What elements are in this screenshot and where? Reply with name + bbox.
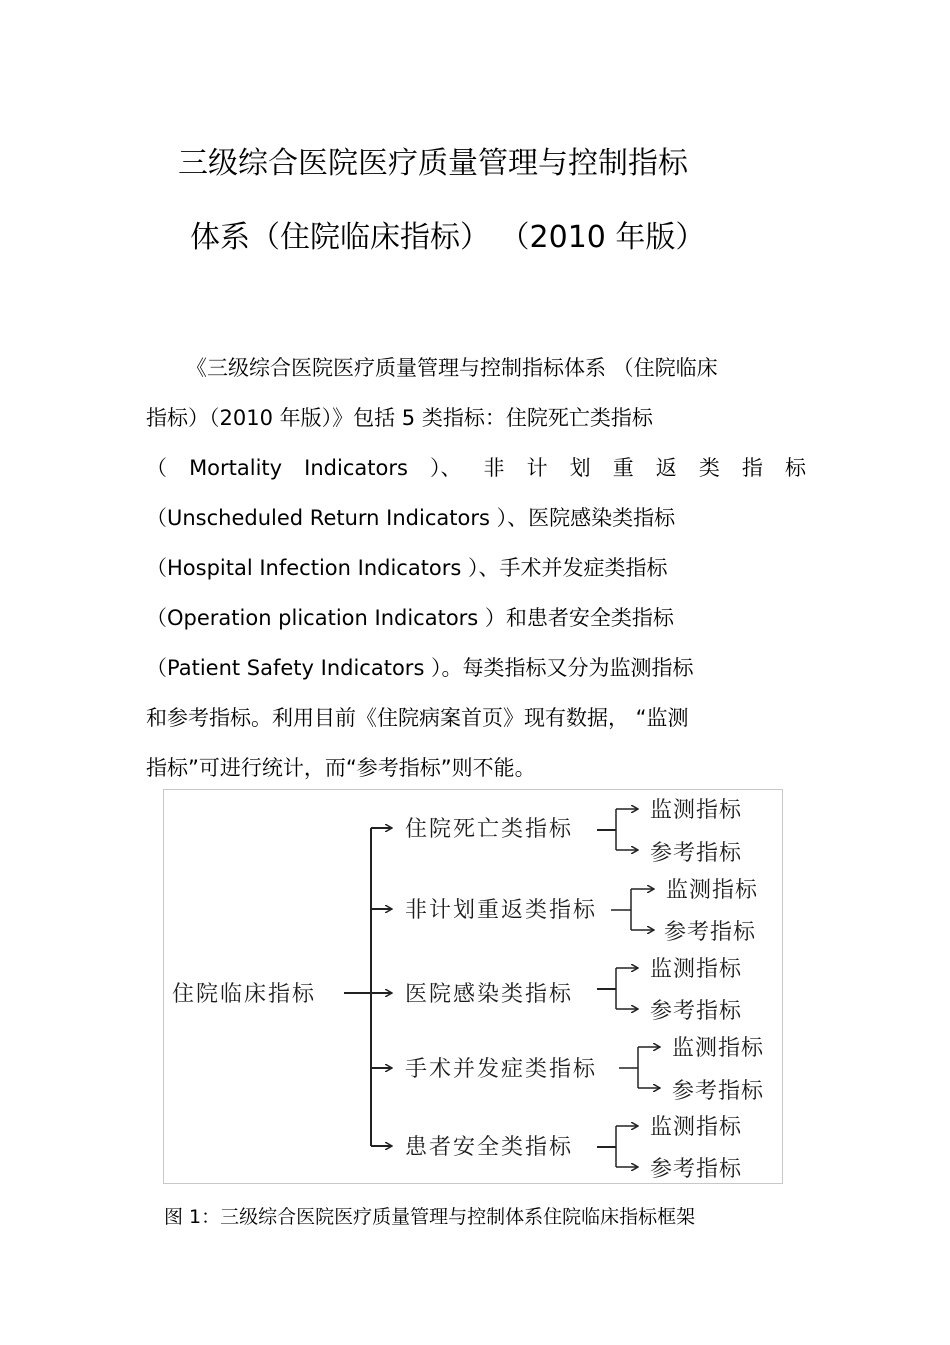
paragraph-line-3-part: Indicators: [304, 456, 408, 480]
sub-label-reference: 参考指标: [650, 999, 743, 1024]
paragraph-line-3-part: 重: [612, 456, 634, 480]
paragraph-line-8: 和参考指标。利用目前《住院病案首页》现有数据， “监测: [146, 706, 689, 730]
indicator-framework-diagram: [163, 789, 783, 1184]
category-label-operation-complication: 手术并发症类指标: [405, 1057, 598, 1082]
diagram-canvas: [164, 790, 784, 1185]
category-label-patient-safety: 患者安全类指标: [405, 1135, 574, 1160]
sub-label-reference: 参考指标: [650, 1157, 743, 1182]
sub-label-monitoring: 监测指标: [650, 957, 743, 982]
sub-label-monitoring: 监测指标: [650, 1115, 743, 1140]
document-title-line-2: 体系（住院临床指标） （2010 年版）: [190, 220, 706, 255]
category-label-hospital-infection: 医院感染类指标: [405, 982, 574, 1007]
paragraph-line-9: 指标”可进行统计，而“参考指标”则不能。: [146, 756, 536, 780]
paragraph-line-1: 《三级综合医院医疗质量管理与控制指标体系 （住院临床: [186, 356, 718, 380]
paragraph-line-3-part: 标: [784, 456, 806, 480]
document-title-line-1: 三级综合医院医疗质量管理与控制指标: [178, 146, 688, 181]
category-label-mortality: 住院死亡类指标: [405, 817, 574, 842]
paragraph-line-3-part: 非: [483, 456, 505, 480]
paragraph-line-3: [146, 453, 806, 483]
sub-label-reference: 参考指标: [672, 1079, 765, 1104]
paragraph-line-3-part: 类: [698, 456, 720, 480]
paragraph-line-3-part: 划: [569, 456, 591, 480]
sub-label-reference: 参考指标: [664, 920, 757, 945]
paragraph-line-4: （Unscheduled Return Indicators ）、医院感染类指标: [146, 506, 676, 530]
paragraph-line-3-part: （: [146, 456, 167, 480]
category-label-unscheduled-return: 非计划重返类指标: [405, 898, 598, 923]
paragraph-line-6: （Operation plication Indicators ）和患者安全类指标: [146, 606, 674, 630]
paragraph-line-7: （Patient Safety Indicators ）。每类指标又分为监测指标: [146, 656, 694, 680]
sub-label-monitoring: 监测指标: [666, 878, 759, 903]
paragraph-line-3-part: ）、: [429, 456, 462, 480]
sub-label-monitoring: 监测指标: [672, 1036, 765, 1061]
paragraph-line-3-part: 计: [526, 456, 548, 480]
diagram-root-label: 住院临床指标: [172, 982, 317, 1007]
paragraph-line-3-part: 指: [741, 456, 763, 480]
sub-label-reference: 参考指标: [650, 841, 743, 866]
paragraph-line-2: 指标）（2010 年版）》包括 5 类指标：住院死亡类指标: [146, 406, 653, 430]
paragraph-line-3-part: 返: [655, 456, 677, 480]
sub-label-monitoring: 监测指标: [650, 798, 743, 823]
paragraph-line-5: （Hospital Infection Indicators ）、手术并发症类指标: [146, 556, 668, 580]
figure-caption: 图 1：三级综合医院医疗质量管理与控制体系住院临床指标框架: [164, 1206, 696, 1228]
paragraph-line-3-part: Mortality: [189, 456, 283, 480]
